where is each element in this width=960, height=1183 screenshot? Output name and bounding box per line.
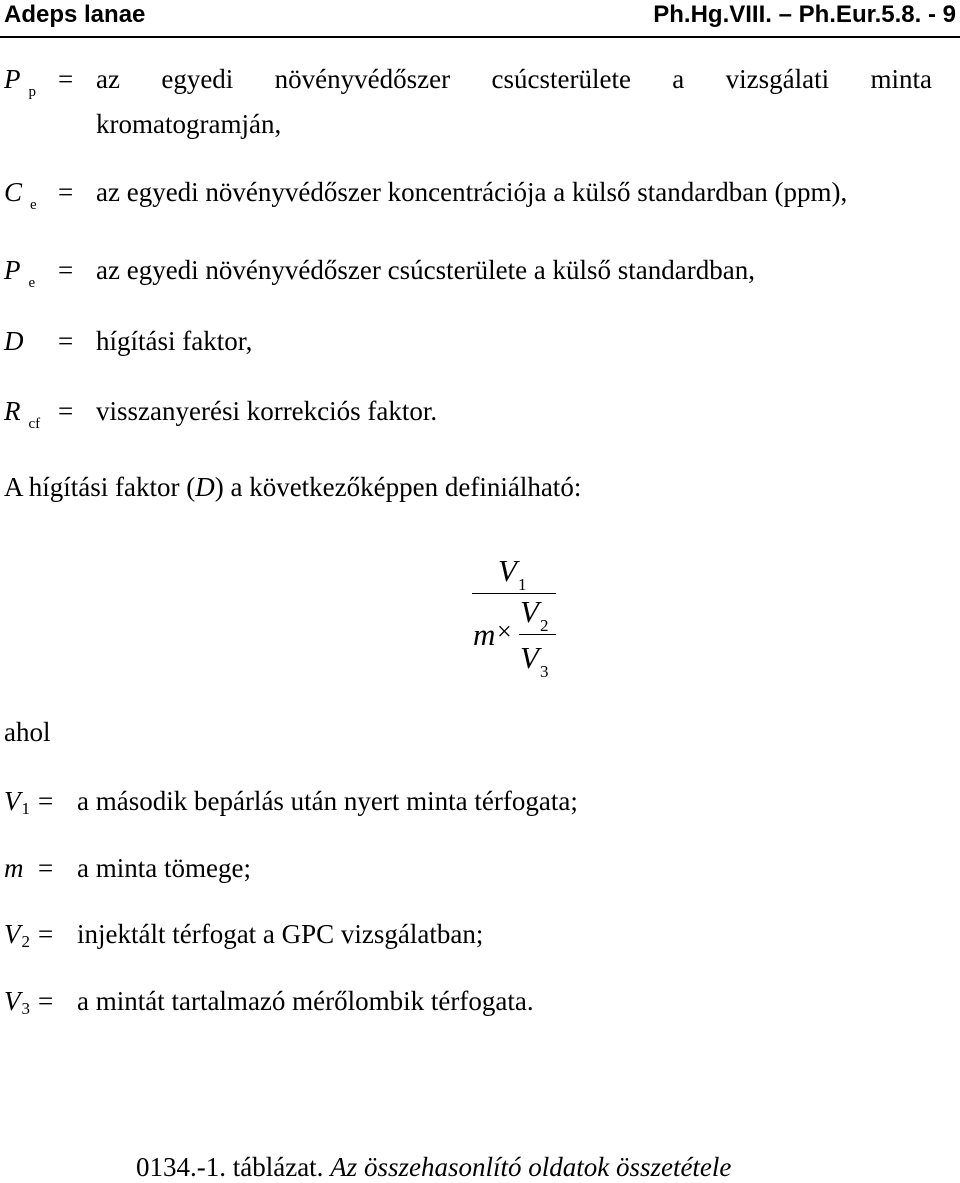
symbol-V3: V3 [4, 986, 30, 1018]
equals-sign: = [58, 177, 74, 207]
definition-D-text: hígítási faktor, [96, 326, 253, 356]
formula-m-var: m [473, 617, 496, 652]
definition-Rcf-text: visszanyerési korrekciós faktor. [96, 396, 438, 426]
dilution-factor-intro: A hígítási faktor (D) a következőképpen definiálható: [4, 472, 582, 502]
symbol-V2: V2 [4, 919, 30, 951]
symbol-Rcf: R $_{cf}$ [4, 396, 41, 432]
page-header [0, 0, 960, 38]
equals-sign: = [38, 986, 54, 1016]
table-caption-number: 0134.-1. táblázat. [136, 1152, 324, 1182]
equals-sign: = [38, 853, 54, 883]
header-reference: Ph.Hg.VIII. – Ph.Eur.5.8. - 9 [653, 1, 956, 28]
formula-V2-var: V [520, 594, 539, 629]
variable-V3-text: a mintát tartalmazó mérőlombik térfogata. [77, 986, 534, 1016]
symbol-D: D [4, 326, 24, 356]
ahol-label: ahol [4, 717, 51, 747]
symbol-Ce: C $_e$ [4, 177, 37, 213]
equals-sign: = [38, 919, 54, 949]
formula-V3-sub: 3 [540, 662, 549, 681]
table-caption [136, 1152, 731, 1183]
times-sign: × [497, 617, 512, 646]
formula-V1-var: V [498, 553, 517, 588]
variable-V1-text: a második bepárlás után nyert minta térfogata; [77, 786, 578, 816]
formula-V1-sub: 1 [518, 575, 527, 594]
formula-V2-sub: 2 [540, 616, 549, 635]
symbol-m: m [4, 853, 24, 883]
formula-V3-var: V [520, 640, 539, 675]
table-caption-title: Az összehasonlító oldatok összetétele [330, 1152, 732, 1182]
outer-fraction-bar [472, 593, 556, 594]
symbol-Pe: P $_e$ [4, 255, 36, 291]
definition-Pe-text: az egyedi növényvédőszer csúcsterülete a külső standardban, [96, 255, 755, 285]
symbol-V1: V1 [4, 786, 30, 818]
header-title: Adeps lanae [4, 1, 146, 28]
variable-V2-text: injektált térfogat a GPC vizsgálatban; [77, 919, 484, 949]
equals-sign: = [58, 64, 74, 94]
equals-sign: = [58, 396, 74, 426]
variable-m-text: a minta tömege; [77, 853, 251, 883]
equals-sign: = [38, 786, 54, 816]
definition-Pp-text: az egyedi növényvédőszer csúcsterülete a vizsgálati minta [96, 64, 932, 94]
equals-sign: = [58, 326, 74, 356]
inner-fraction-bar [519, 634, 556, 635]
definition-Pp-continuation: kromatogramján, [96, 109, 282, 139]
definition-Ce-text: az egyedi növényvédőszer koncentrációja a külső standardban (ppm), [96, 177, 848, 207]
symbol-Pp: P $_p$ [4, 64, 36, 100]
equals-sign: = [58, 255, 74, 285]
